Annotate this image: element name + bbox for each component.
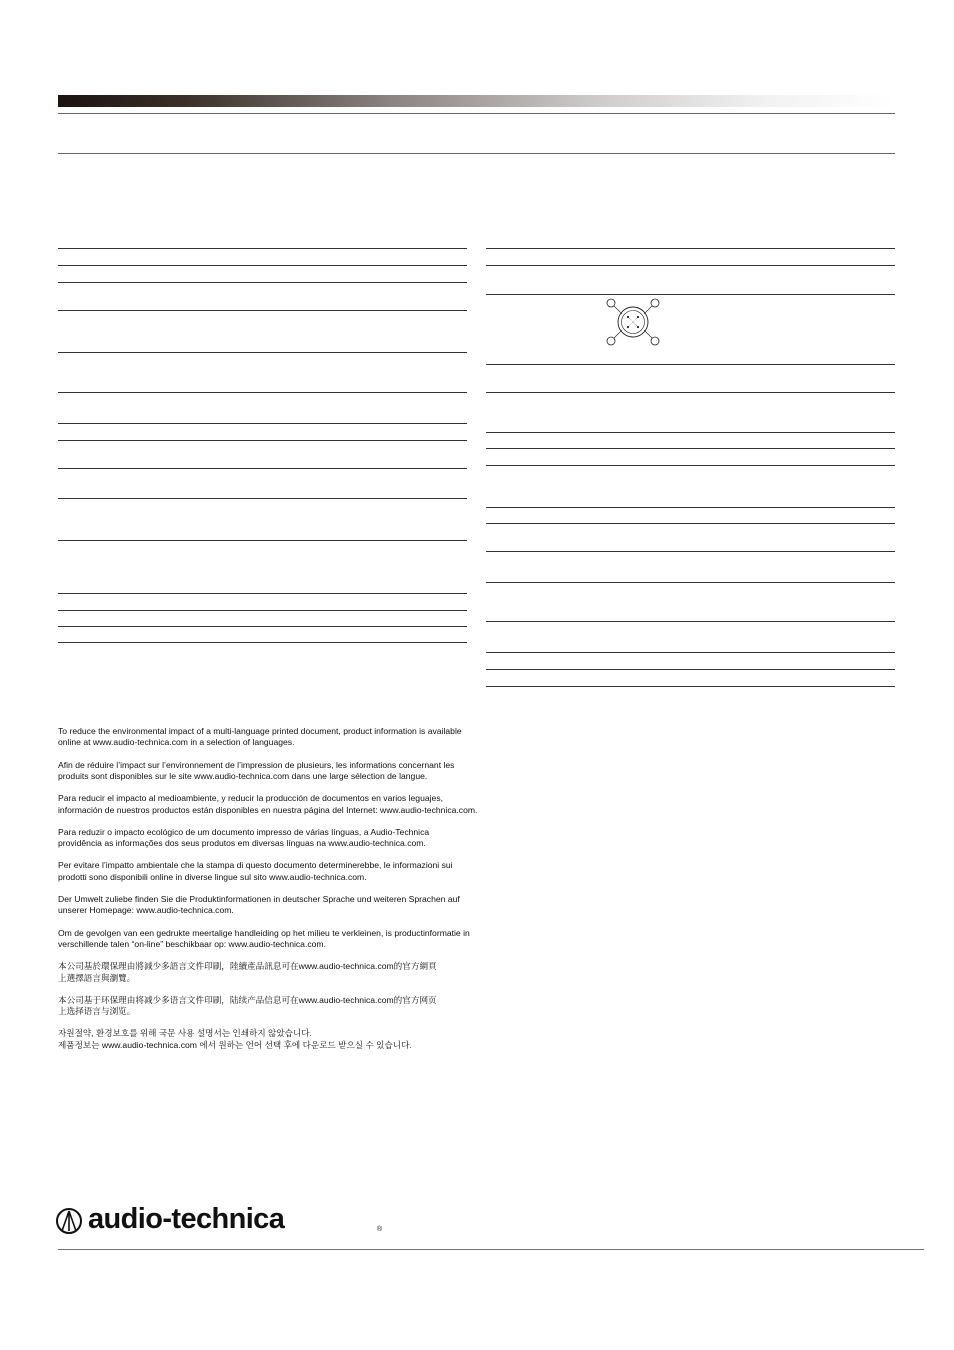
- table-row-rule: [486, 392, 895, 393]
- table-row-rule: [58, 498, 467, 499]
- audio-technica-mark-icon: [56, 1206, 84, 1236]
- table-row-rule: [486, 523, 895, 524]
- language-notice-block: [58, 726, 488, 1062]
- title-divider: [58, 153, 895, 154]
- notice-simplified-chinese: 本公司基于环保理由将减少多语言文件印刷，陆续产品信息可在www.audio-technica.com的官方网页 上选择语言与浏览。: [58, 994, 437, 1017]
- connector-pinout-icon: [606, 298, 660, 346]
- table-row-rule: [486, 652, 895, 653]
- table-row-rule: [486, 432, 895, 433]
- table-row-rule: [486, 621, 895, 622]
- table-row-rule: [486, 248, 895, 249]
- footer-divider: [58, 1249, 924, 1250]
- notice-portuguese: Para reduzir o impacto ecológico de um documento impresso de várias línguas, a Audio-Technica providência as informações dos seus produtos em diversas línguas na www.audio-technica.com.: [58, 826, 430, 849]
- notice-german: Der Umwelt zuliebe finden Sie die Produktinformationen in deutscher Sprache und weiteren Sprachen auf unserer Homepage: www.audio-technica.com.: [58, 894, 460, 916]
- table-row-rule: [486, 364, 895, 365]
- table-row-rule: [486, 551, 895, 552]
- table-row-rule: [58, 265, 467, 266]
- table-row-rule: [58, 392, 467, 393]
- table-row-rule: [486, 669, 895, 670]
- notice-spanish: Para reducir el impacto al medioambiente, y reducir la producción de documentos en varios leguajes, información de nuestros productos están disponibles en nuestra página del Internet: www.audio-technica.com.: [58, 793, 478, 815]
- table-row-rule: [486, 265, 895, 266]
- table-row-rule: [58, 352, 467, 353]
- header-gradient-bar: [58, 95, 895, 107]
- logo-wordmark: audio-technica: [88, 1203, 285, 1235]
- table-row-rule: [486, 686, 895, 687]
- table-row-rule: [58, 626, 467, 627]
- table-row-rule: [58, 593, 467, 594]
- table-row-rule: [58, 440, 467, 441]
- table-row-rule: [58, 642, 467, 643]
- table-row-rule: [58, 610, 467, 611]
- table-row-rule: [58, 468, 467, 469]
- table-row-rule: [58, 310, 467, 311]
- table-row-rule: [58, 423, 467, 424]
- notice-french: Afin de réduire l’impact sur l’environnement de l’impression de plusieurs, les informations concernant les produits sont disponibles sur le site www.audio-technica.com dans une large sélection de langue.: [58, 759, 455, 782]
- notice-italian: Per evitare l’impatto ambientale che la stampa di questo documento determinerebbe, le informazioni sui prodotti sono disponibili online in diverse lingue sul sito www.audio-technica.com.: [58, 860, 453, 882]
- table-row-rule: [486, 465, 895, 466]
- table-row-rule: [486, 448, 895, 449]
- table-row-rule: [58, 540, 467, 541]
- notice-dutch: Om de gevolgen van een gedrukte meertalige handleiding op het milieu te verkleinen, is productinformatie in verschillende talen “on-line” beschikbaar op: www.audio-technica.com.: [58, 927, 470, 950]
- header-divider: [58, 113, 895, 114]
- notice-traditional-chinese: 本公司基於環保理由將減少多語言文件印刷，陸續產品訊息可在www.audio-technica.com的官方網頁 上選擇語言與瀏覽。: [58, 961, 437, 983]
- table-row-rule: [58, 282, 467, 283]
- notice-english: To reduce the environmental impact of a multi-language printed document, product information is available online at www.audio-technica.com in a selection of languages.: [58, 726, 462, 748]
- audio-technica-logo: [56, 1203, 383, 1236]
- table-row-rule: [486, 582, 895, 583]
- table-row-rule: [58, 248, 467, 249]
- table-row-rule: [486, 507, 895, 508]
- registered-mark: ®: [377, 1226, 383, 1233]
- notice-korean: 자원절약, 환경보호를 위해 국문 사용 설명서는 인쇄하지 않았습니다. 제품정보는 www.audio-technica.com 에서 원하는 언어 선택 후에 다운로드 받으실 수 있습니다.: [58, 1028, 412, 1050]
- table-row-rule: [486, 294, 895, 295]
